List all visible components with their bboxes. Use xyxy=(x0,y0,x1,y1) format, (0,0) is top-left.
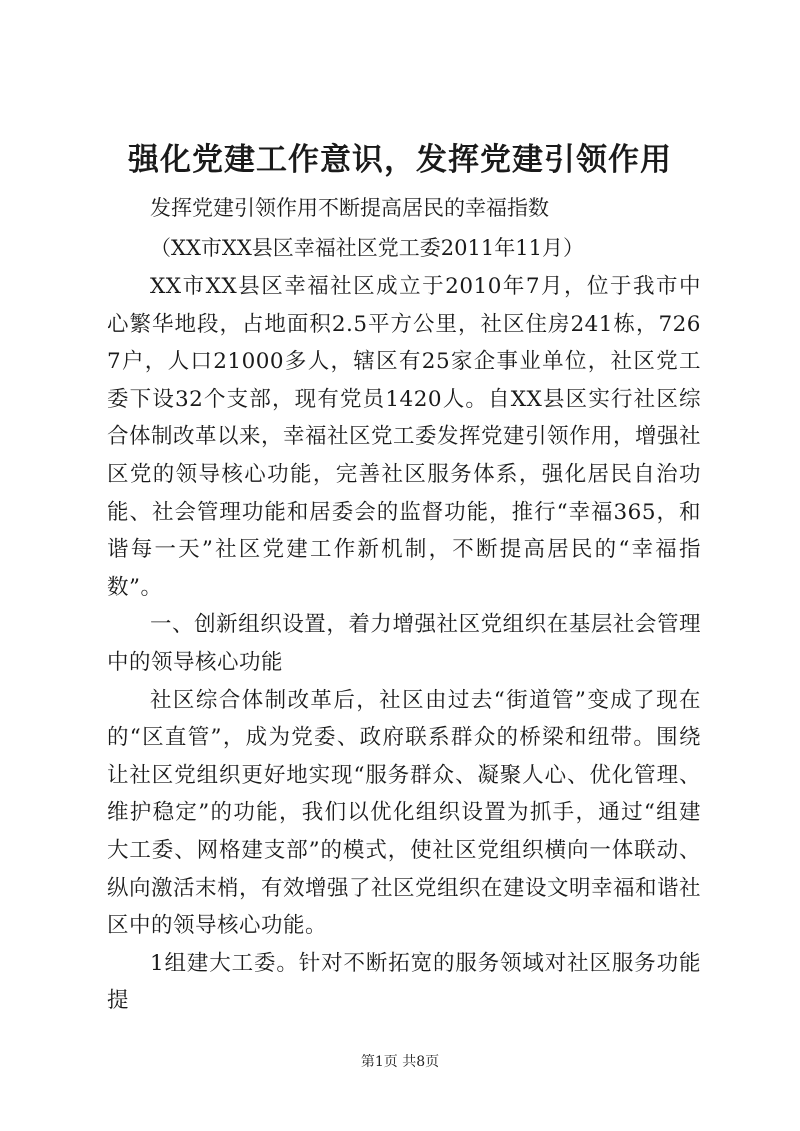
paragraph-subsection-1: 1组建大工委。针对不断拓宽的服务领域对社区服务功能提 xyxy=(107,950,701,1014)
paragraph-section-1: 社区综合体制改革后，社区由过去“街道管”变成了现在的“区直管”，成为党委、政府联系群众的桥梁和纽带。围绕让社区党组织更好地实现“服务群众、凝聚人心、优化管理、维护稳定”的功能，我们以优化组织设置为抓手，通过“组建大工委、网格建支部”的模式，使社区党组织横向一体联动、纵向激活末梢，有效增强了社区党组织在建设文明幸福和谐社区中的领导核心功能。 xyxy=(107,687,702,939)
document-subtitle: 发挥党建引领作用不断提高居民的幸福指数 xyxy=(150,196,549,220)
document-org-line: （XX市XX县区幸福社区党工委2011年11月） xyxy=(150,236,584,260)
section-heading-1: 一、创新组织设置，着力增强社区党组织在基层社会管理中的领导核心功能 xyxy=(107,612,701,675)
document-title: 强化党建工作意识，发挥党建引领作用 xyxy=(128,142,672,178)
paragraph-intro: XX市XX县区幸福社区成立于2010年7月，位于我市中心繁华地段，占地面积2.5平方公里，社区住房241栋，7267户，人口21000多人，辖区有25家企事业单位，社区党工委下设32个支部，现有党员1420人。自XX县区实行社区综合体制改革以来，幸福社区党工委发挥党建引领作用，增强社区党的领导核心功能，完善社区服务体系，强化居民自治功能、社会管理功能和居委会的监督功能，推行“幸福365，和谐每一天”社区党建工作新机制，不断提高居民的“幸福指数”。 xyxy=(107,274,702,600)
document-body xyxy=(107,268,701,1020)
page-footer: 第1页 共8页 xyxy=(360,1054,440,1070)
